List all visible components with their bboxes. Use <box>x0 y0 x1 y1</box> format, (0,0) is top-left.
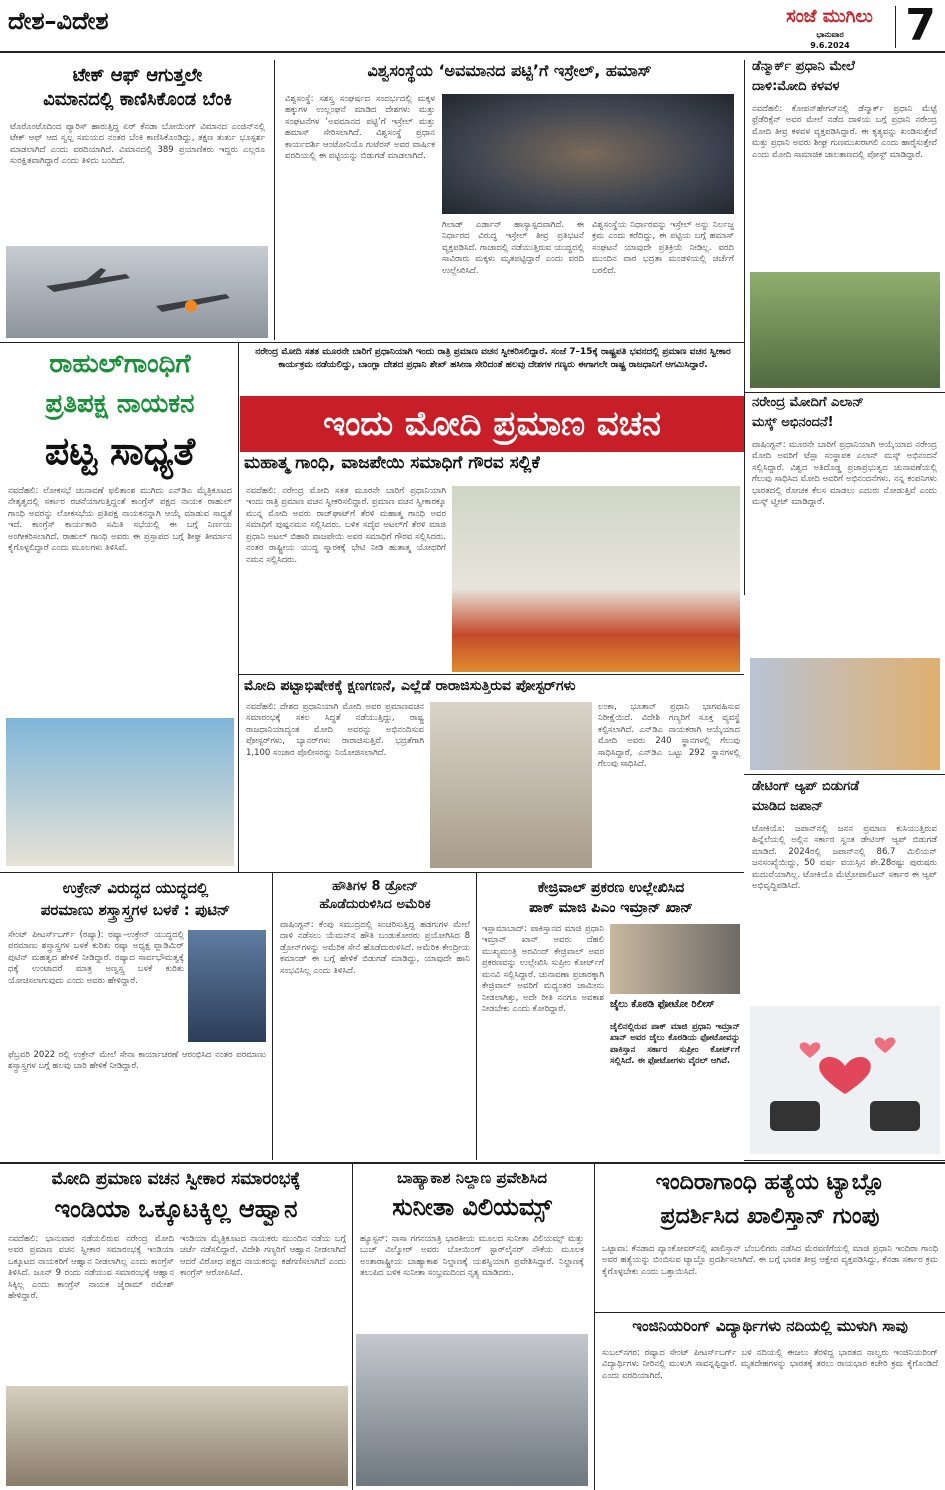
drones-headline-2: ಹೊಡೆದುರುಳಿಸಿದ ಅಮೆರಿಕ <box>319 898 431 912</box>
musk-modi-photo <box>750 658 940 770</box>
dating-phones-photo <box>750 1006 940 1154</box>
un-body-left: ವಿಶ್ವಸಂಸ್ಥೆ: ಸಶಸ್ತ್ರ ಸಂಘರ್ಷದ ಸಂದರ್ಭದಲ್ಲಿ ಮಕ್ಕಳ ಹಕ್ಕುಗಳ ಉಲ್ಲಂಘನೆ ಮಾಡಿದ ದೇಶಗಳು ಮತ್ತು ಸಂಘಟನೆಗಳ ‘ಅವಮಾನದ ಪಟ್ಟಿ’ಗೆ ಇಸ್ರೇಲ್ ಮತ್ತು ಹಮಾಸ್ ಸೇರಿಸಲಾಗಿದೆ. ವಿಶ್ವಸಂಸ್ಥೆ ಪ್ರಧಾನ ಕಾರ್ಯದರ್ಶಿ ಆಂಟೋನಿಯೊ ಗುಟೆರಸ್ ಅವರ ವಾರ್ಷಿಕ ವರದಿಯಲ್ಲಿ ಈ ಪಟ್ಟಿಯನ್ನು ಬಿಡುಗಡೆ ಮಾಡಲಾಗಿದೆ. <box>285 94 435 162</box>
musk-headline-1: ನರೇಂದ್ರ ಮೋದಿಗೆ ಎಲಾನ್ <box>752 396 864 410</box>
heart-icon <box>750 1006 940 1154</box>
sunita-iss-photo <box>356 1334 588 1486</box>
imran-headline-2: ಪಾಕ್ ಮಾಜಿ ಪಿಎಂ ಇಮ್ರಾನ್ ಖಾನ್ <box>529 900 693 916</box>
plane-fire-headline-1: ಟೇಕ್ ಆಫ್ ಆಗುತ್ತಲೇ <box>72 66 203 86</box>
musk-body: ವಾಷಿಂಗ್ಟನ್: ಮೂರನೇ ಬಾರಿಗೆ ಪ್ರಧಾನಿಯಾಗಿ ಆಯ್ಕೆಯಾದ ನರೇಂದ್ರ ಮೋದಿ ಅವರಿಗೆ ಟೆಸ್ಲಾ ಸಂಸ್ಥಾಪಕ ಎಲಾನ್ ಮಸ್ಕ್ ಅಭಿನಂದನೆ ಸಲ್ಲಿಸಿದ್ದಾರೆ. ವಿಶ್ವದ ಅತಿದೊಡ್ಡ ಪ್ರಜಾಪ್ರಭುತ್ವದ ಚುನಾವಣೆಯಲ್ಲಿ ಗೆಲುವು ಸಾಧಿಸಿದ ಮೋದಿ ಅವರಿಗೆ ಅಭಿನಂದನೆಗಳು. ನನ್ನ ಕಂಪನಿಗಳು ಭಾರತದಲ್ಲಿ ರೋಚಕ ಕೆಲಸ ಮಾಡಲು ಎದುರು ನೋಡುತ್ತಿವೆ ಎಂದು ಮಸ್ಕ್ ಟ್ವೀಟ್ ಮಾಡಿದ್ದಾರೆ. <box>752 440 937 508</box>
modi-poster-photo <box>430 702 592 868</box>
denmark-body: ನವದೆಹಲಿ: ಕೋಪನ್‌ಹೇಗನ್‌ನಲ್ಲಿ ಡೆನ್ಮಾರ್ಕ್ ಪ್ರಧಾನಿ ಮೆಟ್ಟೆ ಫ್ರೆಡೆರಿಕ್ಸೆನ್ ಅವರ ಮೇಲೆ ನಡೆದ ದಾಳಿಯ ಬಗ್ಗೆ ಪ್ರಧಾನಿ ನರೇಂದ್ರ ಮೋದಿ ತೀವ್ರ ಕಳವಳ ವ್ಯಕ್ತಪಡಿಸಿದ್ದಾರೆ. ಈ ಕೃತ್ಯವನ್ನು ಖಂಡಿಸುತ್ತೇವೆ ಮತ್ತು ಪ್ರಧಾನಿ ಅವರು ಶೀಘ್ರ ಗುಣಮುಖರಾಗಲಿ ಎಂದು ಹಾರೈಸುತ್ತೇವೆ ಎಂದು ಮೋದಿ ಸಾಮಾಜಿಕ ಜಾಲತಾಣದಲ್ಲಿ ಪೋಸ್ಟ್ ಮಾಡಿದ್ದಾರೆ. <box>752 104 937 160</box>
denmark-headline-2: ದಾಳಿ:ಮೋದಿ ಕಳವಳ <box>752 80 840 94</box>
drones-headline-1: ಹೌತಿಗಳ 8 ಡ್ರೋನ್ <box>332 880 418 894</box>
denmark-headline-1: ಡೆನ್ಮಾರ್ಕ್ ಪ್ರಧಾನಿ ಮೇಲೆ <box>752 60 855 74</box>
india-bloc-leaders-photo <box>6 1386 348 1486</box>
imran-photo-caption: ಜೈಲು ಕೊಠಡಿ ಫೋಟೋ ರಿಲೀಸ್ <box>610 999 715 1010</box>
engineering-body: ಸುಬಲ್‌ನಗರ: ರಷ್ಯಾದ ಸೇಂಟ್ ಪೀಟರ್ಸ್‌ಬರ್ಗ್ ಬಳಿ ನದಿಯಲ್ಲಿ ಈಜಲು ತೆರಳಿದ್ದ ಭಾರತದ ನಾಲ್ವರು ಇಂಜಿನಿಯರಿಂಗ್ ವಿದ್ಯಾರ್ಥಿಗಳು ನೀರಿನಲ್ಲಿ ಮುಳುಗಿ ಸಾವನ್ನಪ್ಪಿದ್ದಾರೆ. ಮೃತದೇಹಗಳನ್ನು ಭಾರತಕ್ಕೆ ತರಲು ರಾಯಭಾರ ಕಚೇರಿ ಕ್ರಮ ಕೈಗೊಂಡಿದೆ ಎಂದು ವರದಿಯಾಗಿದೆ. <box>602 1348 938 1381</box>
modi-rajghat-photo <box>452 486 740 672</box>
putin-body: ಸೇಂಟ್ ಪೀಟರ್ಸ್‌ಬರ್ಗ್ (ರಷ್ಯಾ): ರಷ್ಯಾ–ಉಕ್ರೇನ್ ಯುದ್ಧದಲ್ಲಿ ಪರಮಾಣು ಶಸ್ತ್ರಾಸ್ತ್ರಗಳ ಬಳಕೆ ಕುರಿತು ರಷ್ಯಾ ಅಧ್ಯಕ್ಷ ವ್ಲಾಡಿಮಿರ್ ಪುಟಿನ್ ಮಹತ್ವದ ಹೇಳಿಕೆ ನೀಡಿದ್ದಾರೆ. ರಷ್ಯಾದ ಸಾರ್ವಭೌಮತ್ವಕ್ಕೆ ಧಕ್ಕೆ ಉಂಟಾದರೆ ಮಾತ್ರ ಅಣ್ವಸ್ತ್ರ ಬಳಕೆ ಕುರಿತು ಯೋಚಿಸಲಾಗುವುದು ಎಂದು ಅವರು ಹೇಳಿದ್ದಾರೆ. <box>8 930 184 986</box>
putin-body-2: ಫೆಬ್ರವರಿ 2022 ರಲ್ಲಿ ಉಕ್ರೇನ್ ಮೇಲೆ ಸೇನಾ ಕಾರ್ಯಾಚರಣೆ ಆರಂಭಿಸಿದ ನಂತರ ಪರಮಾಣು ಶಸ್ತ್ರಾಸ್ತ್ರಗಳ ಬಗ್ಗೆ ಹಲವು ಬಾರಿ ಹೇಳಿಕೆ ನೀಡಿದ್ದಾರೆ. <box>8 1050 266 1072</box>
sunita-headline-2: ಸುನೀತಾ ವಿಲಿಯಮ್ಸ್ <box>392 1194 552 1221</box>
un-body-mid: ಗಿಲಾಡ್ ಎರ್ಡಾನ್ ಹಾಸ್ಯಾಸ್ಪದವಾಗಿದೆ. ಈ ನಿರ್ಧಾರದ ವಿರುದ್ಧ ಇಸ್ರೇಲ್ ತೀವ್ರ ಪ್ರತಿಭಟನೆ ವ್ಯಕ್ತಪಡಿಸಿದೆ. ಗಾಜಾದಲ್ಲಿ ನಡೆಯುತ್ತಿರುವ ಯುದ್ಧದಲ್ಲಿ ಸಾವಿರಾರು ಮಕ್ಕಳು ಮೃತಪಟ್ಟಿದ್ದಾರೆ ಎಂದು ವರದಿ ಉಲ್ಲೇಖಿಸಿದೆ. <box>442 220 584 276</box>
india-bloc-body-left: ನವದೆಹಲಿ: ಭಾನುವಾರ ನಡೆಯಲಿರುವ ನರೇಂದ್ರ ಮೋದಿ ಅವರ ಪ್ರಮಾಣ ವಚನ ಸ್ವೀಕಾರ ಸಮಾರಂಭಕ್ಕೆ ಇಂಡಿಯಾ ಒಕ್ಕೂಟದ ನಾಯಕರಿಗೆ ಆಹ್ವಾನ ನೀಡಲಾಗಿಲ್ಲ ಎಂದು ಕಾಂಗ್ರೆಸ್ ತಿಳಿಸಿದೆ. ಜೂನ್ 9 ರಂದು ನಡೆಯುವ ಸಮಾರಂಭಕ್ಕೆ ಆಹ್ವಾನ ಸಿಕ್ಕಿಲ್ಲ ಎಂದು ಕಾಂಗ್ರೆಸ್ ನಾಯಕ ಜೈರಾಮ್ ರಮೇಶ್ ಹೇಳಿದ್ದಾರೆ. <box>8 1234 174 1302</box>
un-council-photo <box>442 94 734 214</box>
page-number: 7 <box>905 0 936 51</box>
indira-headline-1: ಇಂದಿರಾಗಾಂಧಿ ಹತ್ಯೆಯ ಟ್ಯಾಬ್ಲೊ <box>655 1170 885 1195</box>
plane-fire-body: ಟೊರೊಂಟೊದಿಂದ ಪ್ಯಾರಿಸ್ ಹಾರುತ್ತಿದ್ದ ಏರ್ ಕೆನಡಾ ಬೋಯಿಂಗ್ ವಿಮಾನದ ಎಂಜಿನ್‌ನಲ್ಲಿ ಟೇಕ್ ಆಫ್ ಆದ ಸ್ವಲ್ಪ ಸಮಯದ ನಂತರ ಬೆಂಕಿ ಕಾಣಿಸಿಕೊಂಡಿದ್ದು, ತಕ್ಷಣ ತುರ್ತು ಭೂಸ್ಪರ್ಶ ಮಾಡಲಾಗಿದೆ ಎಂದು ವರದಿಯಾಗಿದೆ. ವಿಮಾನದಲ್ಲಿ 389 ಪ್ರಯಾಣಿಕರು ಇದ್ದರು ಎಲ್ಲರೂ ಸುರಕ್ಷಿತವಾಗಿದ್ದಾರೆ ಎಂದು ತಿಳಿದು ಬಂದಿದೆ. <box>10 122 265 167</box>
indira-body: ಒಟ್ಟಾವಾ: ಕೆನಡಾದ ವ್ಯಾಂಕೋವರ್‌ನಲ್ಲಿ ಖಾಲಿಸ್ತಾನ್ ಬೆಂಬಲಿಗರು ನಡೆಸಿದ ಮೆರವಣಿಗೆಯಲ್ಲಿ ಮಾಜಿ ಪ್ರಧಾನಿ ಇಂದಿರಾ ಗಾಂಧಿ ಅವರ ಹತ್ಯೆಯನ್ನು ಬಿಂಬಿಸುವ ಟ್ಯಾಬ್ಲೊ ಪ್ರದರ್ಶಿಸಲಾಗಿದೆ. ಈ ಬಗ್ಗೆ ಭಾರತ ತೀವ್ರ ಆಕ್ಷೇಪ ವ್ಯಕ್ತಪಡಿಸಿದ್ದು, ಕೆನಡಾ ಸರ್ಕಾರ ಕ್ರಮ ಕೈಗೊಳ್ಳಬೇಕು ಎಂದು ಒತ್ತಾಯಿಸಿದೆ. <box>602 1244 938 1277</box>
drones-body: ವಾಷಿಂಗ್ಟನ್: ಕೆಂಪು ಸಮುದ್ರದಲ್ಲಿ ಸಂಚರಿಸುತ್ತಿದ್ದ ಹಡಗುಗಳ ಮೇಲೆ ದಾಳಿ ನಡೆಸಲು ಯೆಮನ್‌ನ ಹೌತಿ ಬಂಡುಕೋರರು ಪ್ರಯೋಗಿಸಿದ 8 ಡ್ರೋನ್‌ಗಳನ್ನು ಅಮೆರಿಕ ಸೇನೆ ಹೊಡೆದುರುಳಿಸಿದೆ. ಅಮೆರಿಕ ಕೇಂದ್ರೀಯ ಕಮಾಂಡ್ ಈ ಬಗ್ಗೆ ಹೇಳಿಕೆ ಬಿಡುಗಡೆ ಮಾಡಿದ್ದು, ಯಾವುದೇ ಹಾನಿ ಸಂಭವಿಸಿಲ್ಲ ಎಂದು ತಿಳಿಸಿದೆ. <box>280 920 470 976</box>
un-body-right: ವಿಶ್ವಸಂಸ್ಥೆಯ ನಿರ್ಧಾರವನ್ನು ಇಸ್ರೇಲ್ ಅನ್ನು ನಿರ್ಲಜ್ಜ ಕ್ರಮ ಎಂದು ಕರೆದಿದ್ದು, ಈ ಪಟ್ಟಿಯ ಬಗ್ಗೆ ಹಮಾಸ್ ಸಂಘಟನೆ ಯಾವುದೇ ಪ್ರತಿಕ್ರಿಯೆ ನೀಡಿಲ್ಲ. ವರದಿ ಮುಂದಿನ ವಾರ ಭದ್ರತಾ ಮಂಡಳಿಯಲ್ಲಿ ಚರ್ಚೆಗೆ ಬರಲಿದೆ. <box>592 220 734 276</box>
header-date: 9.6.2024 <box>810 41 850 50</box>
rahul-headline-1: ರಾಹುಲ್‌ಗಾಂಧಿಗೆ <box>49 350 191 379</box>
denmark-modi-photo <box>750 272 940 388</box>
posters-body-left: ನವದೆಹಲಿ: ದೇಶದ ಪ್ರಧಾನಿಯಾಗಿ ಮೋದಿ ಅವರ ಪ್ರಮಾಣವಚನ ಸಮಾರಂಭಕ್ಕೆ ಸಕಲ ಸಿದ್ಧತೆ ನಡೆಯುತ್ತಿದ್ದು, ರಾಷ್ಟ್ರ ರಾಜಧಾನಿಯಾದ್ಯಂತ ಮೋದಿ ಅವರನ್ನು ಅಭಿನಂದಿಸುವ ಪೋಸ್ಟರ್‌ಗಳು, ಬ್ಯಾನರ್‌ಗಳು ರಾರಾಜಿಸುತ್ತಿವೆ. ಭದ್ರತೆಗಾಗಿ 1,100 ಸಂಚಾರ ಪೊಲೀಸರನ್ನು ನಿಯೋಜಿಸಲಾಗಿದೆ. <box>246 702 424 758</box>
india-bloc-headline-2: ಇಂಡಿಯಾ ಒಕ್ಕೂಟಕ್ಕಿಲ್ಲ ಆಹ್ವಾನ <box>54 1196 298 1223</box>
plane-fire-photo <box>6 246 268 338</box>
brand-logo: ಸಂಜೆ ಮುಗಿಲು <box>786 6 873 27</box>
sunita-body: ಹ್ಯೂಸ್ಟನ್: ನಾಸಾ ಗಗನಯಾತ್ರಿ ಭಾರತೀಯ ಮೂಲದ ಸುನೀತಾ ವಿಲಿಯಮ್ಸ್ ಮತ್ತು ಬುಚ್ ವಿಲ್ಮೋರ್ ಅವರು ಬೋಯಿಂಗ್ ಸ್ಟಾರ್‌ಲೈನರ್ ನೌಕೆಯ ಮೂಲಕ ಅಂತಾರಾಷ್ಟ್ರೀಯ ಬಾಹ್ಯಾಕಾಶ ನಿಲ್ದಾಣಕ್ಕೆ ಯಶಸ್ವಿಯಾಗಿ ಪ್ರವೇಶಿಸಿದ್ದಾರೆ. ನಿಲ್ದಾಣಕ್ಕೆ ತಲುಪಿದ ಬಳಿಕ ಸುನೀತಾ ಸಂಭ್ರಮದಿಂದ ನೃತ್ಯ ಮಾಡಿದರು. <box>360 1234 584 1279</box>
sunita-headline-1: ಬಾಹ್ಯಾಕಾಶ ನಿಲ್ದಾಣ ಪ್ರವೇಶಿಸಿದ <box>396 1170 548 1187</box>
plane-fire-headline-2: ವಿಮಾನದಲ್ಲಿ ಕಾಣಿಸಿಕೊಂಡ ಬೆಂಕಿ <box>43 90 232 110</box>
putin-photo <box>188 930 266 1042</box>
rahul-body: ನವದೆಹಲಿ: ಲೋಕಸಭೆ ಚುನಾವಣೆ ಫಲಿತಾಂಶ ಮುಗಿದು ಎನ್‌ಡಿಎ ಮೈತ್ರಿಕೂಟದ ನೇತೃತ್ವದಲ್ಲಿ ಸರ್ಕಾರ ರಚನೆಯಾಗುತ್ತಿದ್ದಂತೆ ಕಾಂಗ್ರೆಸ್ ಪಕ್ಷದ ನಾಯಕ ರಾಹುಲ್ ಗಾಂಧಿ ಅವರನ್ನು ಲೋಕಸಭೆಯ ಪ್ರತಿಪಕ್ಷ ನಾಯಕನನ್ನಾಗಿ ಆಯ್ಕೆ ಮಾಡುವ ಸಾಧ್ಯತೆ ಇದೆ. ಕಾಂಗ್ರೆಸ್ ಕಾರ್ಯಕಾರಿ ಸಮಿತಿ ಸಭೆಯಲ್ಲಿ ಈ ಬಗ್ಗೆ ನಿರ್ಣಯ ಅಂಗೀಕರಿಸಲಾಗಿದೆ. ರಾಹುಲ್ ಗಾಂಧಿ ಅವರು ಈ ಪ್ರಸ್ತಾಪದ ಬಗ್ಗೆ ಶೀಘ್ರ ತೀರ್ಮಾನ ಕೈಗೊಳ್ಳಲಿದ್ದಾರೆ ಎಂದು ಮೂಲಗಳು ತಿಳಿಸಿವೆ. <box>8 486 232 554</box>
posters-headline: ಮೋದಿ ಪಟ್ಟಾಭಿಷೇಕಕ್ಕೆ ಕ್ಷಣಗಣನೆ, ಎಲ್ಲೆಡೆ ರಾರಾಜಿಸುತ್ತಿರುವ ಪೋಸ್ಟರ್‌ಗಳು <box>244 678 576 694</box>
airplane-icon <box>6 246 268 338</box>
musk-headline-2: ಮಸ್ಕ್ ಅಭಿನಂದನೆ! <box>752 416 834 430</box>
indira-headline-2: ಪ್ರದರ್ಶಿಸಿದ ಖಾಲಿಸ್ತಾನ್ ಗುಂಪು <box>660 1204 880 1229</box>
modi-sub-headline: ಮಹಾತ್ಮ ಗಾಂಧಿ, ವಾಜಪೇಯಿ ಸಮಾಧಿಗೆ ಗೌರವ ಸಲ್ಲಿಕೆ <box>244 454 540 473</box>
dating-body: ಟೋಕಿಯೊ: ಜಪಾನ್‌ನಲ್ಲಿ ಜನನ ಪ್ರಮಾಣ ಕುಸಿಯುತ್ತಿರುವ ಹಿನ್ನೆಲೆಯಲ್ಲಿ ಅಲ್ಲಿನ ಸರ್ಕಾರ ಸ್ವಂತ ಡೇಟಿಂಗ್ ಆ್ಯಪ್ ಬಿಡುಗಡೆ ಮಾಡಿದೆ. 2024ರಲ್ಲಿ ಜಪಾನ್‌ನಲ್ಲಿ 86.7 ಮಿಲಿಯನ್ ಜನಸಂಖ್ಯೆಯಿದ್ದು, 50 ವರ್ಷ ವಯಸ್ಸಿನ ಶೇ.28ರಷ್ಟು ಪುರುಷರು ಮದುವೆಯಾಗಿಲ್ಲ. ಟೋಕಿಯೊ ಮೆಟ್ರೋಪಾಲಿಟನ್ ಸರ್ಕಾರ ಈ ಆ್ಯಪ್ ಅಭಿವೃದ್ಧಿಪಡಿಸಿದೆ. <box>752 824 937 892</box>
modi-intro: ನರೇಂದ್ರ ಮೋದಿ ಸತತ ಮೂರನೇ ಬಾರಿಗೆ ಪ್ರಧಾನಿಯಾಗಿ ಇಂದು ರಾತ್ರಿ ಪ್ರಮಾಣ ವಚನ ಸ್ವೀಕರಿಸಲಿದ್ದಾರೆ. ಸಂಜೆ 7–15ಕ್ಕೆ ರಾಷ್ಟ್ರಪತಿ ಭವನದಲ್ಲಿ ಪ್ರಮಾಣ ವಚನ ಸ್ವೀಕಾರ ಕಾರ್ಯಕ್ರಮ ನಡೆಯಲಿದ್ದು, ಬಾಂಗ್ಲಾ ದೇಶದ ಪ್ರಧಾನಿ ಶೇಖ್ ಹಸೀನಾ ಸೇರಿದಂತೆ ಹಲವು ದೇಶಗಳ ಗಣ್ಯರು ಈಗಾಗಲೇ ರಾಷ್ಟ್ರ ರಾಜಧಾನಿಗೆ ಆಗಮಿಸಿದ್ದಾರೆ. <box>255 347 731 371</box>
india-bloc-body-right: ಇಂಡಿಯಾ ಮೈತ್ರಿಕೂಟದ ನಾಯಕರು ಮುಂದಿನ ನಡೆಯ ಬಗ್ಗೆ ಚರ್ಚೆ ನಡೆಸಲಿದ್ದಾರೆ. ವಿದೇಶಿ ಗಣ್ಯರಿಗೆ ಆಹ್ವಾನ ನೀಡಲಾಗಿದೆ ಆದರೆ ವಿರೋಧ ಪಕ್ಷದ ನಾಯಕರನ್ನು ಕಡೆಗಣಿಸಲಾಗಿದೆ ಎಂದು ಕಾಂಗ್ರೆಸ್ ಆರೋಪಿಸಿದೆ. <box>180 1234 346 1279</box>
dating-headline-1: ಡೇಟಿಂಗ್ ಆ್ಯಪ್ ಬಿಡುಗಡೆ <box>752 780 859 794</box>
india-bloc-headline-1: ಮೋದಿ ಪ್ರಮಾಣ ವಚನ ಸ್ವೀಕಾರ ಸಮಾರಂಭಕ್ಕೆ <box>51 1170 301 1189</box>
imran-body: ಇಸ್ಲಾಮಾಬಾದ್: ಪಾಕಿಸ್ತಾನದ ಮಾಜಿ ಪ್ರಧಾನಿ ಇಮ್ರಾನ್ ಖಾನ್ ಅವರು ದೆಹಲಿ ಮುಖ್ಯಮಂತ್ರಿ ಅರವಿಂದ್ ಕೇಜ್ರಿವಾಲ್ ಅವರ ಪ್ರಕರಣವನ್ನು ಉಲ್ಲೇಖಿಸಿ ಸುಪ್ರೀಂ ಕೋರ್ಟ್‌ಗೆ ಮನವಿ ಸಲ್ಲಿಸಿದ್ದಾರೆ. ಚುನಾವಣಾ ಪ್ರಚಾರಕ್ಕಾಗಿ ಕೇಜ್ರಿವಾಲ್ ಅವರಿಗೆ ಮಧ್ಯಂತರ ಜಾಮೀನು ನೀಡಲಾಗಿತ್ತು, ಅದೇ ರೀತಿ ನನಗೂ ಅವಕಾಶ ನೀಡಬೇಕು ಎಂದು ಕೋರಿದ್ದಾರೆ. <box>482 924 604 1015</box>
rahul-headline-3: ಪಟ್ಟ ಸಾಧ್ಯತೆ <box>44 430 196 473</box>
imran-headline-1: ಕೇಜ್ರಿವಾಲ್ ಪ್ರಕರಣ ಉಲ್ಲೇಖಿಸಿದ <box>537 880 685 896</box>
putin-headline-1: ಉಕ್ರೇನ್ ವಿರುದ್ಧದ ಯುದ್ಧದಲ್ಲಿ <box>62 880 209 897</box>
un-headline: ವಿಶ್ವಸಂಸ್ಥೆಯ ‘ಅವಮಾನದ ಪಟ್ಟಿ’ಗೆ ಇಸ್ರೇಲ್, ಹಮಾಸ್ <box>367 62 652 80</box>
rahul-photo <box>6 718 234 866</box>
section-title: ದೇಶ–ವಿದೇಶ <box>8 7 109 35</box>
imran-kejriwal-photo <box>610 924 740 994</box>
engineering-headline: ಇಂಜಿನಿಯರಿಂಗ್ ವಿದ್ಯಾರ್ಥಿಗಳು ನದಿಯಲ್ಲಿ ಮುಳುಗಿ ಸಾವು <box>632 1318 908 1335</box>
modi-banner: ಇಂದು ಮೋದಿ ಪ್ರಮಾಣ ವಚನ <box>240 396 744 452</box>
rahul-headline-2: ಪ್ರತಿಪಕ್ಷ ನಾಯಕನ <box>45 390 195 419</box>
putin-headline-2: ಪರಮಾಣು ಶಸ್ತ್ರಾಸ್ತ್ರಗಳ ಬಳಕೆ : ಪುಟಿನ್ <box>40 902 231 919</box>
dating-headline-2: ಮಾಡಿದ ಜಪಾನ್ <box>752 800 824 814</box>
modi-body: ನವದೆಹಲಿ: ನರೇಂದ್ರ ಮೋದಿ ಸತತ ಮೂರನೇ ಬಾರಿಗೆ ಪ್ರಧಾನಿಯಾಗಿ ಇಂದು ರಾತ್ರಿ ಪ್ರಮಾಣ ವಚನ ಸ್ವೀಕರಿಸಲಿದ್ದಾರೆ. ಪ್ರಮಾಣ ವಚನ ಸ್ವೀಕಾರಕ್ಕೂ ಮುನ್ನ ಮೋದಿ ಅವರು ರಾಜ್‌ಘಾಟ್‌ಗೆ ತೆರಳಿ ಮಹಾತ್ಮ ಗಾಂಧಿ ಅವರ ಸಮಾಧಿಗೆ ಪುಷ್ಪನಮನ ಸಲ್ಲಿಸಿದರು. ಬಳಿಕ ಸದೈವ ಅಟಲ್‌ಗೆ ತೆರಳಿ ಮಾಜಿ ಪ್ರಧಾನಿ ಅಟಲ್ ಬಿಹಾರಿ ವಾಜಪೇಯಿ ಅವರ ಸಮಾಧಿಗೆ ಗೌರವ ಸಲ್ಲಿಸಿದರು. ನಂತರ ರಾಷ್ಟ್ರೀಯ ಯುದ್ಧ ಸ್ಮಾರಕಕ್ಕೆ ಭೇಟಿ ನೀಡಿ ಹುತಾತ್ಮ ಯೋಧರಿಗೆ ನಮನ ಸಲ್ಲಿಸಿದರು. <box>246 486 446 565</box>
imran-caption-body: ಜೈಲಿನಲ್ಲಿರುವ ಪಾಕ್ ಮಾಜಿ ಪ್ರಧಾನಿ ಇಮ್ರಾನ್ ಖಾನ್ ಅವರ ಜೈಲು ಕೊಠಡಿಯ ಫೋಟೋವನ್ನು ಪಾಕಿಸ್ತಾನ ಸರ್ಕಾರ ಸುಪ್ರೀಂ ಕೋರ್ಟ್‌ಗೆ ಸಲ್ಲಿಸಿದೆ. ಈ ಫೋಟೋಗಳು ವೈರಲ್ ಆಗಿವೆ. <box>610 1022 740 1067</box>
header-day: ಭಾನುವಾರ <box>816 30 844 39</box>
posters-body-right: ಲಂಕಾ, ಭೂತಾನ್ ಪ್ರಧಾನಿ ಭಾಗವಹಿಸುವ ನಿರೀಕ್ಷೆಯಿದೆ. ವಿದೇಶಿ ಗಣ್ಯರಿಗೆ ಸೂಕ್ತ ವ್ಯವಸ್ಥೆ ಕಲ್ಪಿಸಲಾಗಿದೆ. ಎನ್‌ಡಿಎ ನಾಯಕರಾಗಿ ಆಯ್ಕೆಯಾದ ಮೋದಿ ಅವರು 240 ಸ್ಥಾನಗಳಲ್ಲಿ ಗೆಲುವು ಸಾಧಿಸಿದ್ದಾರೆ, ಎನ್‌ಡಿಎ ಒಟ್ಟು 292 ಸ್ಥಾನಗಳಲ್ಲಿ ಗೆಲುವು ಸಾಧಿಸಿದೆ. <box>598 702 740 770</box>
